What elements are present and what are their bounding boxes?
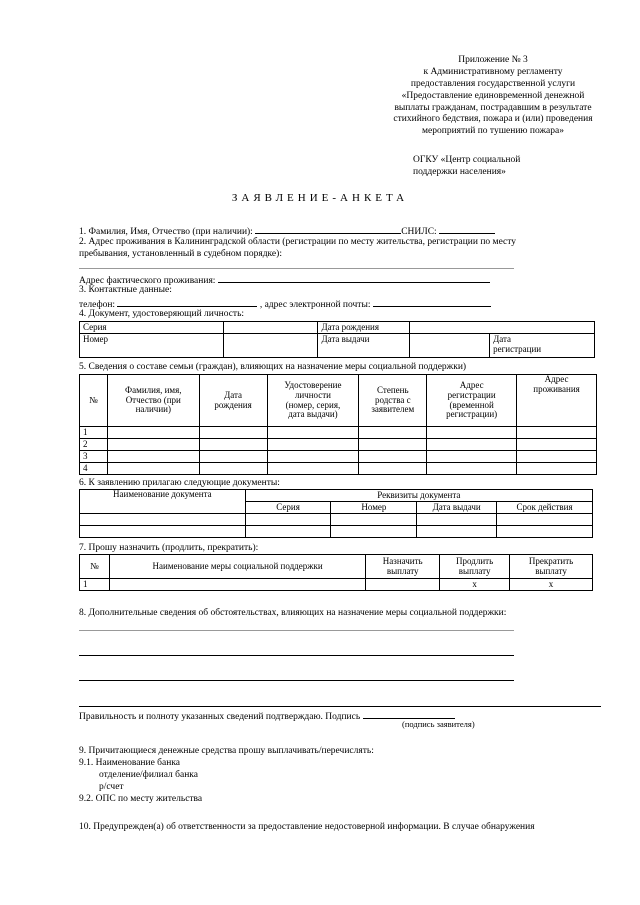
section-10-text: 10. Предупрежден(а) об ответственности за предоставление недостоверной информации. В случае обнаружения bbox=[79, 822, 535, 832]
measure-cell[interactable] bbox=[109, 579, 365, 591]
row-number: 4 bbox=[80, 463, 108, 475]
col-birth bbox=[199, 375, 267, 427]
phone-field[interactable] bbox=[117, 297, 257, 307]
header-line: рождения bbox=[214, 399, 252, 410]
col-kinship bbox=[359, 375, 427, 427]
cell[interactable] bbox=[199, 451, 267, 463]
cell[interactable] bbox=[497, 526, 593, 538]
appendix-line: к Административному регламенту bbox=[423, 66, 563, 77]
section-9-label: 9. Причитающиеся денежные средства прошу выплачивать/перечислять: bbox=[79, 746, 374, 756]
table-row bbox=[80, 439, 597, 451]
series-header: Серия bbox=[245, 502, 331, 514]
document-title: ЗАЯВЛЕНИЕ-АНКЕТА bbox=[231, 192, 409, 204]
phone-label: телефон: bbox=[79, 300, 116, 310]
header-line: Назначить bbox=[382, 555, 423, 566]
account-label: р/счет bbox=[99, 782, 124, 792]
cell[interactable] bbox=[427, 463, 517, 475]
header-line: Адрес bbox=[544, 374, 569, 384]
appendix-line: выплаты гражданам, пострадавшим в результате bbox=[394, 102, 592, 113]
signature-caption: (подпись заявителя) bbox=[402, 719, 475, 729]
cell[interactable] bbox=[331, 526, 417, 538]
header-line: заявителем bbox=[371, 404, 415, 415]
cell[interactable] bbox=[427, 439, 517, 451]
col-assign bbox=[366, 555, 440, 579]
table-row bbox=[80, 579, 593, 591]
header-line: Дата bbox=[224, 389, 243, 400]
header-line: выплату bbox=[386, 565, 419, 576]
fio-label: 1. Фамилия, Имя, Отчество (при наличии): bbox=[79, 227, 253, 237]
cell[interactable] bbox=[517, 451, 597, 463]
section-1-fio bbox=[79, 224, 495, 238]
col-extend bbox=[440, 555, 510, 579]
col-stop bbox=[510, 555, 593, 579]
cell[interactable] bbox=[417, 514, 497, 526]
assign-cell[interactable] bbox=[366, 579, 440, 591]
table-row bbox=[80, 427, 597, 439]
cell[interactable] bbox=[107, 427, 199, 439]
table-row bbox=[80, 463, 597, 475]
col-measure: Наименование меры социальной поддержки bbox=[109, 555, 365, 579]
post-office-label: 9.2. ОПС по месту жительства bbox=[79, 794, 203, 804]
cell[interactable] bbox=[267, 427, 359, 439]
header-line: выплату bbox=[458, 565, 491, 576]
stop-cell[interactable]: х bbox=[510, 579, 593, 591]
row-number: 1 bbox=[80, 427, 108, 439]
actual-address-label: Адрес фактического проживания: bbox=[79, 276, 216, 286]
fio-field[interactable] bbox=[255, 224, 401, 234]
cell[interactable] bbox=[245, 526, 331, 538]
col-residence bbox=[517, 375, 597, 427]
header-line: регистрации) bbox=[446, 409, 498, 420]
cell[interactable] bbox=[80, 526, 246, 538]
snils-field[interactable] bbox=[439, 224, 495, 234]
snils-label: СНИЛС: bbox=[401, 227, 437, 237]
header-line: дата выдачи) bbox=[288, 409, 338, 420]
extend-cell[interactable]: х bbox=[440, 579, 510, 591]
header-line: Прекратить bbox=[528, 555, 574, 566]
cell[interactable] bbox=[517, 439, 597, 451]
birth-date-label: Дата рождения bbox=[318, 322, 410, 334]
header-line: выплату bbox=[535, 565, 567, 576]
registration-date-label bbox=[490, 334, 595, 358]
cell[interactable] bbox=[359, 439, 427, 451]
cell[interactable] bbox=[427, 427, 517, 439]
series-field[interactable] bbox=[223, 322, 318, 334]
separator-line bbox=[79, 706, 601, 707]
cell[interactable] bbox=[517, 463, 597, 475]
section-8-label: 8. Дополнительные сведения об обстоятельствах, влияющих на назначение меры социальной поддержки: bbox=[79, 608, 507, 618]
bank-branch-label: отделение/филиал банка bbox=[99, 770, 198, 780]
identity-document-table bbox=[79, 321, 595, 358]
cell[interactable] bbox=[359, 463, 427, 475]
validity-header: Срок действия bbox=[497, 502, 593, 514]
cell[interactable] bbox=[497, 514, 593, 526]
measures-table bbox=[79, 554, 593, 591]
appendix-line: Приложение № 3 bbox=[458, 55, 528, 65]
table-row bbox=[80, 451, 597, 463]
cell[interactable] bbox=[199, 427, 267, 439]
reg-date-line: Дата bbox=[493, 334, 512, 344]
address-field-line[interactable] bbox=[79, 268, 514, 269]
cell[interactable] bbox=[331, 514, 417, 526]
additional-info-line[interactable] bbox=[79, 655, 514, 656]
birth-date-field[interactable] bbox=[410, 322, 595, 334]
section-7-label: 7. Прошу назначить (продлить, прекратить): bbox=[79, 543, 259, 553]
section-4-label: 4. Документ, удостоверяющий личность: bbox=[79, 309, 245, 319]
cell[interactable] bbox=[107, 451, 199, 463]
cell[interactable] bbox=[107, 439, 199, 451]
confirmation-row bbox=[79, 709, 455, 723]
cell[interactable] bbox=[199, 463, 267, 475]
section-5-label: 5. Сведения о составе семьи (граждан), влияющих на назначение меры социальной поддержки) bbox=[79, 362, 467, 372]
col-fio bbox=[107, 375, 199, 427]
actual-address-field[interactable] bbox=[218, 273, 490, 283]
row-number: 2 bbox=[80, 439, 108, 451]
signature-field[interactable] bbox=[363, 709, 455, 719]
header-line: личности bbox=[294, 389, 331, 400]
family-table bbox=[79, 374, 597, 475]
requisites-header: Реквизиты документа bbox=[245, 490, 592, 502]
section-2-line1: 2. Адрес проживания в Калининградской области (регистрации по месту жительства, регистрации по месту bbox=[79, 237, 517, 247]
issue-date-header: Дата выдачи bbox=[417, 502, 497, 514]
cell[interactable] bbox=[359, 451, 427, 463]
appendix-line: мероприятий по тушению пожара» bbox=[422, 126, 564, 137]
email-field[interactable] bbox=[373, 297, 491, 307]
header-line: (номер, серия, bbox=[285, 399, 341, 410]
bank-name-label: 9.1. Наименование банка bbox=[79, 758, 181, 768]
cell[interactable] bbox=[359, 427, 427, 439]
series-label: Серия bbox=[80, 322, 224, 334]
org-line: ОГКУ «Центр социальной bbox=[413, 155, 521, 165]
section-3-label: 3. Контактные данные: bbox=[79, 285, 172, 295]
issue-date-field[interactable] bbox=[410, 334, 490, 358]
section-6-label: 6. К заявлению прилагаю следующие документы: bbox=[79, 478, 280, 488]
attached-documents-table bbox=[79, 489, 593, 538]
header-line: проживания bbox=[533, 383, 580, 394]
confirmation-text: Правильность и полноту указанных сведений подтверждаю. Подпись bbox=[79, 712, 361, 722]
row-number: 1 bbox=[80, 579, 110, 591]
header-line: Удостоверение bbox=[284, 379, 342, 390]
header-line: Степень bbox=[377, 384, 409, 395]
cell[interactable] bbox=[427, 451, 517, 463]
reg-date-line: регистрации bbox=[493, 344, 542, 355]
header-line: Продлить bbox=[456, 555, 494, 566]
number-header: Номер bbox=[331, 502, 417, 514]
row-number: 3 bbox=[80, 451, 108, 463]
number-label: Номер bbox=[80, 334, 224, 358]
appendix-line: стихийного бедствия, пожара и (или) проведения bbox=[393, 114, 593, 125]
email-label: , адрес электронной почты: bbox=[259, 300, 371, 310]
additional-info-line[interactable] bbox=[79, 630, 514, 631]
cell[interactable] bbox=[107, 463, 199, 475]
appendix-line: предоставления государственной услуги bbox=[410, 78, 576, 89]
recipient-organization bbox=[413, 155, 583, 179]
appendix-header bbox=[378, 55, 608, 138]
number-field[interactable] bbox=[223, 334, 318, 358]
header-line: Отчество (при bbox=[125, 394, 181, 405]
table-row bbox=[80, 526, 593, 538]
cell[interactable] bbox=[267, 439, 359, 451]
table-row bbox=[80, 514, 593, 526]
section-2-line2: пребывания, установленный в судебном порядке): bbox=[79, 249, 282, 259]
col-doc bbox=[267, 375, 359, 427]
cell[interactable] bbox=[199, 439, 267, 451]
cell[interactable] bbox=[80, 514, 246, 526]
header-line: регистрации bbox=[447, 389, 496, 400]
header-line: Фамилия, имя, bbox=[125, 384, 182, 395]
additional-info-line[interactable] bbox=[79, 680, 514, 681]
col-num: № bbox=[80, 375, 108, 427]
header-line: (временной bbox=[449, 399, 494, 410]
col-registration bbox=[427, 375, 517, 427]
col-num: № bbox=[80, 555, 110, 579]
cell[interactable] bbox=[267, 463, 359, 475]
header-line: Адрес bbox=[459, 379, 484, 390]
cell[interactable] bbox=[245, 514, 331, 526]
appendix-line: «Предоставление единовременной денежной bbox=[401, 90, 585, 101]
header-line: родства с bbox=[374, 394, 411, 405]
issue-date-label: Дата выдачи bbox=[318, 334, 410, 358]
cell[interactable] bbox=[417, 526, 497, 538]
doc-name-header: Наименование документа bbox=[80, 490, 246, 514]
cell[interactable] bbox=[517, 427, 597, 439]
org-line: поддержки населения» bbox=[413, 166, 506, 177]
header-line: наличии) bbox=[135, 404, 171, 415]
cell[interactable] bbox=[267, 451, 359, 463]
